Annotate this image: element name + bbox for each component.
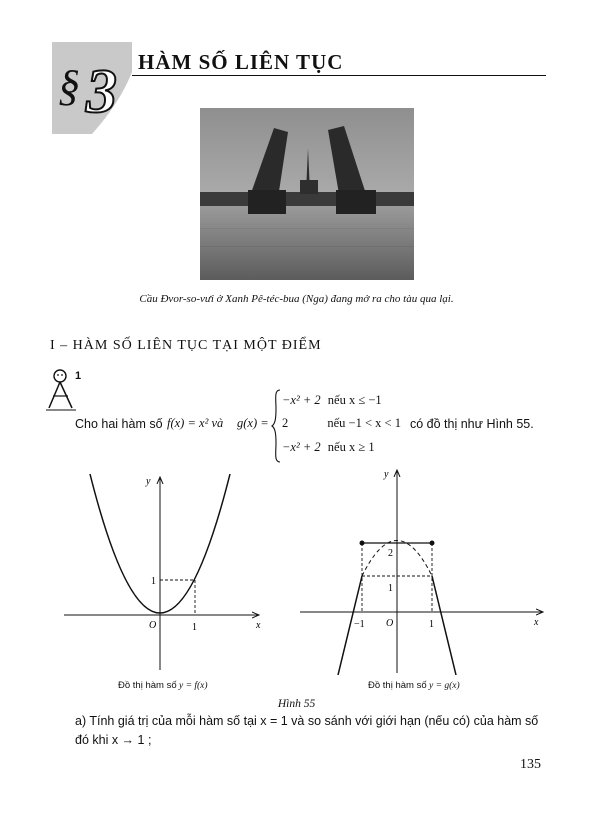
g-tick-x-neg: −1 xyxy=(354,619,365,630)
case-1-cond: nếu x ≤ −1 xyxy=(327,393,382,407)
case-row-2 xyxy=(282,416,401,431)
section-title: HÀM SỐ LIÊN TỤC xyxy=(138,50,344,74)
piecewise-brace xyxy=(271,389,281,463)
g-right-branch xyxy=(432,576,456,675)
subsection-heading: I – HÀM SỐ LIÊN TỤC TẠI MỘT ĐIỂM xyxy=(50,338,322,353)
figure-label: Hình 55 xyxy=(277,698,316,710)
case-3-cond: nếu x ≥ 1 xyxy=(327,440,375,454)
title-rule xyxy=(132,75,546,76)
graph-g xyxy=(300,465,545,675)
g-x-label: x xyxy=(534,617,539,628)
case-row-3 xyxy=(282,440,375,455)
activity-intro: Cho hai hàm số xyxy=(75,417,163,431)
case-1-expr: −x² + 2 xyxy=(282,393,321,407)
f-y-label: y xyxy=(146,476,151,487)
activity-tail: có đồ thị như Hình 55. xyxy=(410,417,534,431)
graph-g-label-fn: y = g(x) xyxy=(429,681,460,691)
g-y-label: y xyxy=(384,469,389,480)
question-a: a) Tính giá trị của mỗi hàm số tại x = 1 và so sánh với giới hạn (nếu có) của hàm số đó khi x → 1 ; xyxy=(75,714,539,747)
f-x-label: x xyxy=(256,620,261,631)
svg-text:§: § xyxy=(58,61,80,110)
case-2-cond: nếu −1 < x < 1 xyxy=(327,416,401,430)
f-definition: f(x) = x² và xyxy=(167,416,224,430)
g-tick-x-pos: 1 xyxy=(429,619,434,630)
g-origin-label: O xyxy=(386,618,394,629)
graph-g-label xyxy=(368,680,460,691)
graph-f-label xyxy=(118,680,208,691)
section-badge xyxy=(52,42,132,134)
graph-f-label-fn: y = f(x) xyxy=(179,681,208,691)
graph-f-label-prefix: Đồ thị hàm số xyxy=(118,680,177,691)
g-tick-y2: 2 xyxy=(388,548,393,559)
f-tick-y: 1 xyxy=(151,576,156,587)
photo-caption: Cầu Đvor-so-vưi ở Xanh Pê-téc-bua (Nga) đang mở ra cho tàu qua lại. xyxy=(139,293,454,305)
case-2-expr: 2 xyxy=(282,416,289,430)
page-number: 135 xyxy=(520,757,541,772)
case-row-1 xyxy=(282,393,382,408)
g-tick-y1: 1 xyxy=(388,583,393,594)
graph-f xyxy=(60,472,270,672)
f-origin-label: O xyxy=(149,620,157,631)
bridge-photo xyxy=(200,108,414,280)
g-name: g(x) = xyxy=(237,416,269,430)
activity-number: 1 xyxy=(75,370,82,382)
case-3-expr: −x² + 2 xyxy=(282,440,321,454)
graph-g-label-prefix: Đồ thị hàm số xyxy=(368,680,427,691)
f-tick-x: 1 xyxy=(192,622,197,633)
svg-text:3: 3 xyxy=(86,58,117,126)
